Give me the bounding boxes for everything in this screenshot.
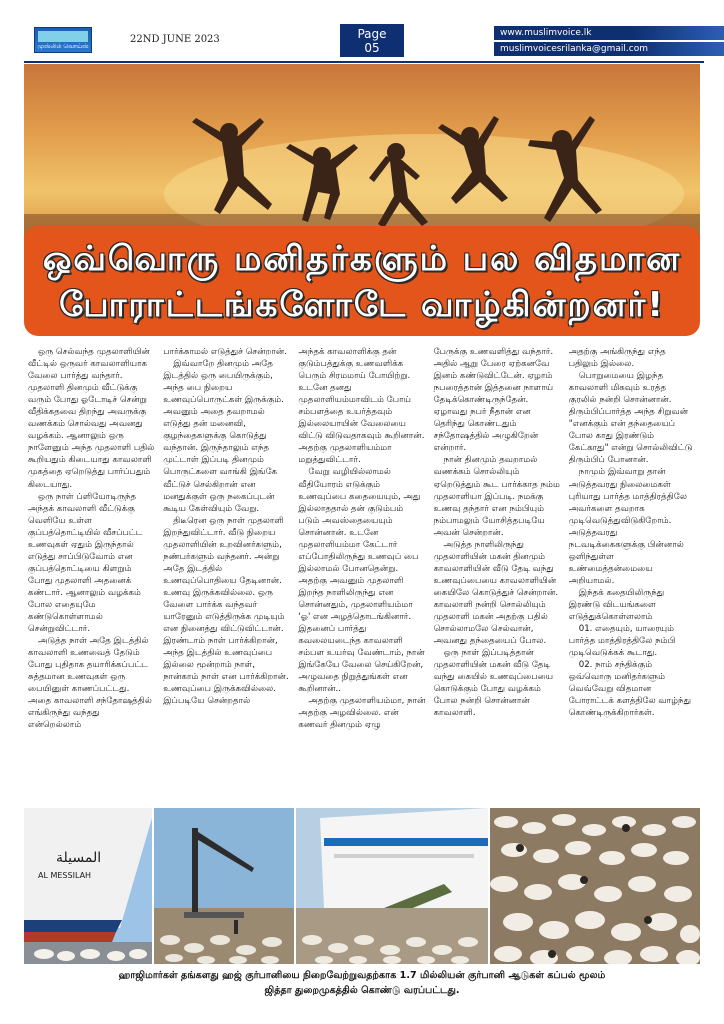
page-label: Page: [357, 27, 387, 41]
article-paragraph: பொறுமையை இழந்த காவலாளி மிகவும் உரத்த குரலில் நன்றி சொன்னான். திரும்பிப்பார்த்த அந்த சிறுவன் "எனக்கும் என் தந்தையைப் போல காது இரண்டும் கேட்காது" என்று சொல்லிவிட்டு திரும்பிப் போனான்.: [568, 371, 693, 466]
article-paragraph: பேருக்கு உணவளித்து வந்தார். அதில் ஆறு பேரை ஏற்கனவே இனம் கண்டுவிட்டேன். ஏழாம் நபரைத்தான் இத்தனை நாளாய் தேடிக்கொண்டிருந்தேன். ஏழாவது நபர் நீதான் என தெரிந்து கொண்டதும் சந்தோஷத்தில் அழுகிறேன் என்றார்.: [433, 347, 554, 454]
article-paragraph: இந்தக் கதையிலிருந்து இரண்டு விடயங்களை எடுத்துக்கொள்ளலாம்: [568, 587, 665, 623]
article-paragraph: இவ்வாறே தினமும் அதே இடத்தில் ஒரு பையிருக்கும், அந்த பை நிறைய உணவுப்பொருட்கள் இருக்கும். அவனும் அதை தவறாமல் எடுத்து தன் மனைவி, குழந்தைகளுக்கு கொடுத்து வந்தான். இருந்தாலும் எந்த முட்டாள் இப்படி தினமும் பொருட்களை வாங்கி இங்கே வீட்டுச் செல்கிறான் என மனதுக்குள் ஒரு நகைப்புடன் கூடிய கேள்வியும் வேறு.: [163, 359, 284, 514]
ship-ramp-photo: [296, 808, 488, 964]
port-crane-photo: [154, 808, 294, 964]
article-paragraph: 01. எதையும், யாரையும் பார்த்த மாத்திரத்திலே நம்பி முடிவெடுக்கக் கூடாது.: [568, 624, 676, 659]
article-paragraph: ஒரு நாள் இப்படித்தான் முதலாளியின் மகன் வீடு தேடி வந்து கையில் உணவுப்பையை கொடுக்கும் போது வழக்கம் போல நன்றி சொன்னான் காவலாளி.: [433, 648, 554, 719]
sheep-ship-photos: [24, 808, 700, 964]
website-link[interactable]: www.muslimvoice.lk: [494, 26, 724, 40]
photo-caption: [30, 968, 694, 998]
ship-name-arabic: المسيلة: [56, 850, 102, 866]
page-number-box: [340, 24, 404, 57]
article-paragraph: நான் தினமும் தவறாமல் வணக்கம் சொல்லியும் ஏறெடுத்தும் கூட பார்க்காத நம்ம முதலாளியா இப்படி. நமக்கு உணவு தந்தார் என நம்பியும் நம்பாமலும் யோசித்தபடியே அவன் சென்றான்.: [433, 455, 560, 538]
article-column-3: [296, 346, 431, 788]
article-paragraph: 02. நாம் சந்திக்கும் ஒவ்வொரு மனிதர்களும் வெவ்வேறு விதமான போராட்டக் களத்திலே வாழ்ந்து கொண்டிருக்கிறார்கள்.: [568, 660, 692, 719]
article-paragraph: அதற்கு முதலாளியம்மா, நான் அதற்கு அழவில்லை. என் கணவர் தினமும் ஏழு: [298, 696, 426, 731]
article-column-2: [161, 346, 296, 788]
sheep-ship-collage-image: [24, 808, 700, 964]
article-paragraph: அடுத்த நாளிலிருந்து முதலாளியின் மகன் தினமும் காவலாளியின் வீடு தேடி வந்து உணவுப்பையை காவலாளியின் கையிலே கொடுத்துச் சென்றான். காவலாளி நன்றி சொல்லியும் முதலாளி மகன் அதற்கு பதில் சொல்லாமலே செல்வான், அவனது தந்தையைப் போல.: [433, 539, 559, 647]
header-divider: [24, 61, 704, 63]
article-column-5: [567, 346, 702, 788]
page-number: 05: [364, 41, 380, 55]
article-paragraph: ஒரு நாள் ப்ளியோடிருந்த அந்தக் காவலாளி வீட்டுக்கு வெளியே உள்ள குப்பத்தொட்டியில் வீசப்பட்ட உணவுகள் ஏதும் இருந்தால் எடுத்து சாப்பிடுவோம் என குப்பத்தொட்டியை கிளறும் போது முதலாளி அதனைக் கண்டார். ஆனாலும் வழக்கம் போல எதையுமே கண்டுகொள்ளாமல் சென்றுவிட்டார்.: [28, 491, 143, 635]
article-paragraph: அந்தக் காவலாளிக்கு தன் குடும்பத்துக்கு உணவளிக்க பெரும் சிரமமாய் போயிற்று. உடனே தனது முதலாளியம்மாவிடம் போய் சம்பளத்தை உயர்த்தவும் இல்லையாயின் வேலையை விட்டு விடுவதாகவும் கூறினான். அதற்கு முதலாளியம்மா மறுத்துவிட்டார்.: [298, 347, 425, 466]
article-paragraph: பார்க்காமல் எடுத்துச் சென்றான்.: [163, 347, 287, 357]
caption-line-2: ஜித்தா துறைமுகத்தில் கொண்டு வரப்பட்டது.: [264, 985, 460, 996]
headline-line-2: போராட்டங்களோடே வாழ்கின்றனர்!: [59, 285, 665, 325]
article-column-4: [432, 346, 567, 788]
article-paragraph: வேறு வழியில்லாமல் வீதியோரம் எடுக்கும் உணவுப்பை கதையையும், அது இல்லாததால் தன் குடும்பம் படும் அவஸ்தையையும் சொன்னான். உடனே முதலாளியம்மா கேட்டார் எப்போதிலிருந்து உணவுப் பை இல்லாமல் போனதென்று. அதற்கு அவனும் முதலாளி இறந்த நாளிலிருந்து என சொன்னதும், முதலாளியம்மா 'ஓ' என அழத்தொடங்கினார். இதனைப் பார்த்து கவலையடைந்த காவலாளி சம்பள உயர்வு வேண்டாம், நான் இங்கேயே வேலை செய்கிறேன், அழுவதை நிறுத்துங்கள் என கூறினான்..: [298, 467, 425, 695]
headline-banner: [24, 226, 700, 336]
article-paragraph: அடுத்த நாள் அதே இடத்தில் காவலாளி உணவைத் தேடும் போது புதிதாக தயாரிக்கப்பட்ட சுத்தமான உணவுகள் ஒரு பையினுள் காணப்பட்டது. அதை காவலாளி சந்தோஷத்தில் எங்கிருந்து வந்தது என்றெல்லாம்: [28, 636, 152, 731]
logo-emblem: [38, 31, 88, 42]
article-body: [26, 346, 702, 788]
caption-line-1: ஹாஜிமார்கள் தங்களது ஹஜ் குர்பானியை நிறைவேற்றுவதற்காக 1.7 மில்லியன் குர்பானி ஆடுகள் கப்பல் மூலம்: [118, 970, 606, 981]
logo-text: முஸ்லிம் வொய்ஸ்: [37, 43, 89, 50]
article-paragraph: ஒரு செல்வந்த முதலாளியின் வீட்டில் ஒருவர் காவலாளியாக வேலை பார்த்து வந்தார். முதலாளி தினமும் வீட்டுக்கு வரும் போது ஓடோடிச் சென்று வீதிக்கதவை திறந்து அவருக்கு வணக்கம் சொல்வது அவனது வழக்கம். ஆனாலும் ஒரு நாளேனும் அந்த முதலாளி பதில் கூறியதும் கிடையாது காவலாளி முகத்தை ஏறெடுத்து பார்ப்பதும் கிடையாது.: [28, 347, 155, 490]
article-column-1: [26, 346, 161, 788]
article-paragraph: திடீரென ஒரு நாள் முதலாளி இறந்துவிட்டார். வீடு நிறைய முதலாளியின் உறவினர்களும், நண்பர்களும் வந்தனர். அன்று அதே இடத்தில் உணவுப்பொதியை தேடினான். உணவு இருக்கவில்லை. ஒரு வேளை பார்க்க வந்தவர் யாரேனும் எடுத்திருக்க முடியும் என நினைத்து விட்டுவிட்டான். இரண்டாம் நாள் பார்க்கிறான், அந்த இடத்தில் உணவுப்பை இல்லை மூன்றாம் நாள், நான்காம் நாள் என பார்க்கிறான். உணவுப்பை இருக்கவில்லை. இப்படியே சென்றதால்: [163, 515, 289, 707]
article-paragraph: நாமும் இவ்வாறு தான் அடுத்தவரது நிலைமைகள் புரியாது பார்த்த மாத்திரத்திலே அவர்களை தவறாக முடிவெடுத்துவிடுகிறோம். அடுத்தவரது நடவடிக்கைகளுக்கு பின்னால் ஒளிந்துள்ள உண்மைத்தன்மையை அறியாமல்.: [568, 467, 688, 586]
headline-line-1: ஒவ்வொரு மனிதர்களும் பல விதமான: [42, 239, 682, 279]
email-link[interactable]: muslimvoicesrilanka@gmail.com: [494, 42, 724, 56]
newspaper-logo: [34, 27, 92, 53]
ship-bow-photo: [24, 808, 152, 964]
issue-date: 22ND JUNE 2023: [130, 34, 220, 45]
article-paragraph: அதற்கு அங்கிருந்து எந்த பதிலும் இல்லை.: [568, 347, 666, 370]
ship-name-latin: AL MESSILAH: [38, 871, 92, 880]
sheep-flock-photo: [490, 808, 700, 964]
